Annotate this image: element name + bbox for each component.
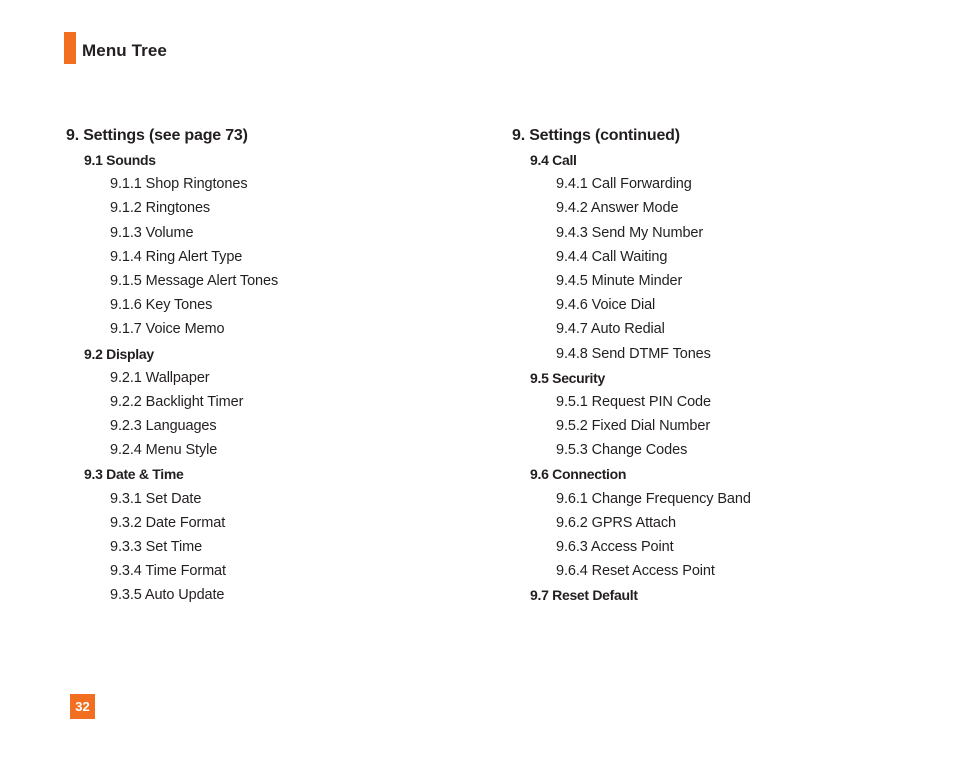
- section-title: 9.6 Connection: [530, 466, 627, 483]
- menu-item: 9.1.5 Message Alert Tones: [110, 272, 279, 289]
- menu-item: 9.4.4 Call Waiting: [556, 248, 668, 265]
- menu-item: 9.4.2 Answer Mode: [556, 200, 679, 217]
- menu-item: 9.2.2 Backlight Timer: [110, 393, 244, 410]
- menu-item: 9.3.3 Set Time: [110, 539, 203, 555]
- menu-item: 9.5.3 Change Codes: [556, 442, 688, 459]
- menu-item: 9.5.2 Fixed Dial Number: [556, 418, 711, 435]
- section-title: 9.2 Display: [84, 345, 154, 362]
- menu-item: 9.3.5 Auto Update: [110, 587, 225, 604]
- right-column: [512, 124, 751, 608]
- menu-item: 9.6.3 Access Point: [556, 539, 674, 555]
- page-number-badge: 32: [70, 694, 95, 719]
- menu-item: 9.4.3 Send My Number: [556, 224, 704, 241]
- right-column-heading: 9. Settings (continued): [512, 127, 680, 144]
- menu-section: [512, 148, 751, 366]
- menu-item: 9.3.4 Time Format: [110, 563, 226, 580]
- menu-item: 9.6.2 GPRS Attach: [556, 514, 677, 531]
- menu-item: 9.1.6 Key Tones: [110, 297, 213, 314]
- section-title: 9.7 Reset Default: [530, 587, 638, 604]
- right-sections: [512, 148, 751, 608]
- menu-item: 9.1.1 Shop Ringtones: [110, 176, 248, 193]
- section-title: 9.1 Sounds: [84, 152, 156, 168]
- menu-item: 9.4.8 Send DTMF Tones: [556, 345, 711, 362]
- menu-item: 9.1.7 Voice Memo: [110, 321, 225, 338]
- menu-item: 9.2.1 Wallpaper: [110, 369, 210, 386]
- menu-item: 9.1.2 Ringtones: [110, 200, 211, 217]
- menu-section: [66, 342, 278, 463]
- menu-item: 9.4.5 Minute Minder: [556, 272, 683, 289]
- section-title: 9.4 Call: [530, 152, 577, 168]
- left-column: [66, 124, 278, 608]
- menu-section: [66, 462, 278, 607]
- menu-item: 9.3.2 Date Format: [110, 514, 226, 531]
- menu-item: 9.6.4 Reset Access Point: [556, 563, 715, 580]
- page-title: Menu Tree: [82, 41, 167, 60]
- left-column-heading: 9. Settings (see page 73): [66, 127, 248, 144]
- menu-item: 9.4.7 Auto Redial: [556, 321, 665, 338]
- header-accent-bar: [64, 32, 76, 64]
- section-title: 9.5 Security: [530, 369, 605, 386]
- menu-section: [512, 462, 751, 583]
- menu-item: 9.2.4 Menu Style: [110, 442, 218, 459]
- menu-item: 9.4.1 Call Forwarding: [556, 176, 692, 193]
- menu-item: 9.2.3 Languages: [110, 418, 217, 435]
- menu-section: [512, 366, 751, 463]
- menu-item: 9.4.6 Voice Dial: [556, 297, 656, 314]
- menu-item: 9.6.1 Change Frequency Band: [556, 490, 751, 507]
- menu-item: 9.1.4 Ring Alert Type: [110, 248, 243, 265]
- menu-item: 9.1.3 Volume: [110, 224, 194, 241]
- menu-item: 9.3.1 Set Date: [110, 490, 202, 507]
- menu-section: [512, 583, 751, 607]
- left-sections: [66, 148, 278, 608]
- section-title: 9.3 Date & Time: [84, 466, 184, 483]
- menu-item: 9.5.1 Request PIN Code: [556, 393, 711, 410]
- menu-section: [66, 148, 278, 342]
